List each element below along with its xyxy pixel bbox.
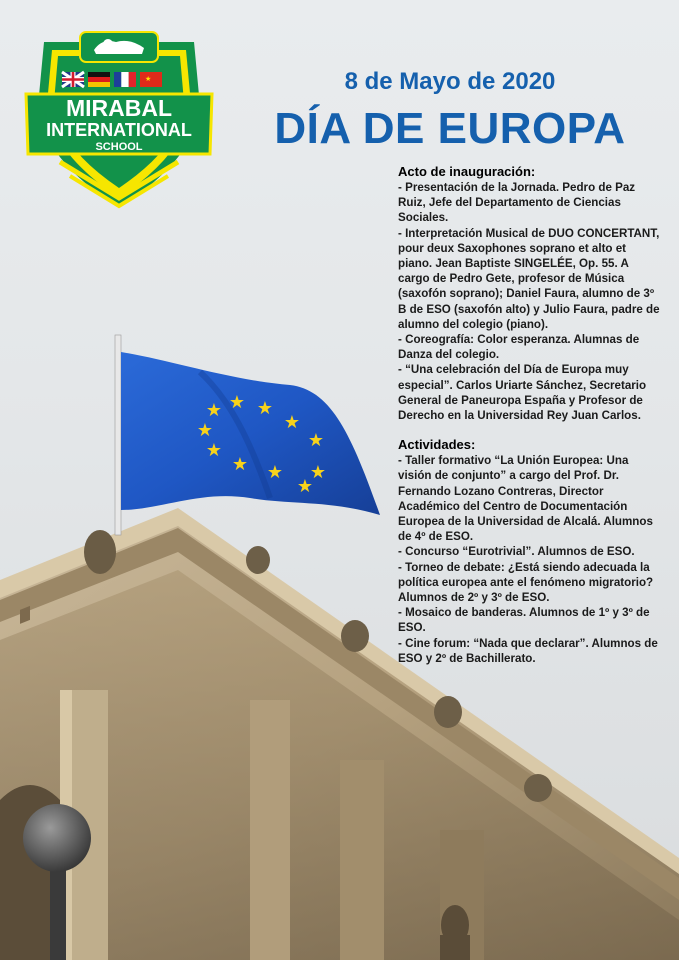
flag-pole bbox=[115, 335, 121, 535]
program-text bbox=[398, 164, 660, 666]
china-flag-icon bbox=[140, 72, 162, 87]
svg-text:★: ★ bbox=[231, 454, 249, 475]
logo-line3: SCHOOL bbox=[95, 141, 143, 153]
svg-text:★: ★ bbox=[296, 476, 314, 497]
eu-flag bbox=[121, 352, 380, 515]
inauguration-heading: Acto de inauguración: bbox=[398, 164, 536, 179]
inauguration-item: - Interpretación Musical de DUO CONCERTANT, pour deux Saxophones soprano et alto et piano. Jean Baptiste SINGELÉE, Op. 55. A cargo de Pedro Gete, profesor de Música (saxofón soprano); Daniel Faura, alumno de 3º B de ESO (saxofón alto) y Julio Faura, padre de alumno del colegio (piano). bbox=[398, 226, 660, 331]
page-title: DÍA DE EUROPA bbox=[274, 104, 626, 153]
activity-item: - Torneo de debate: ¿Está siendo adecuada la política europea ante el fenómeno migratorio? Alumnos de 2º y 3º de ESO. bbox=[398, 560, 654, 605]
svg-text:★: ★ bbox=[228, 392, 246, 413]
school-logo bbox=[24, 28, 214, 214]
svg-text:★: ★ bbox=[307, 430, 325, 451]
logo-line2: INTERNATIONAL bbox=[46, 120, 192, 140]
activity-item: - Taller formativo “La Unión Europea: Una visión de conjunto” a cargo del Prof. Dr. Fernando Lozano Contreras, Director Académico del Centro de Documentación Europea de la Universidad de Alcalá. Alumnos de 4º de ESO. bbox=[398, 454, 653, 544]
activity-item: - Mosaico de banderas. Alumnos de 1º y 3º de ESO. bbox=[398, 606, 650, 635]
france-flag-icon bbox=[114, 72, 136, 87]
activities-heading: Actividades: bbox=[398, 437, 476, 453]
svg-text:★: ★ bbox=[196, 420, 214, 441]
svg-text:★: ★ bbox=[283, 412, 301, 433]
logo-line1: MIRABAL bbox=[65, 95, 173, 121]
svg-text:★: ★ bbox=[145, 75, 152, 83]
inauguration-item: - “Una celebración del Día de Europa muy especial”. Carlos Uriarte Sánchez, Secretario General de Paneuropa España y Profesor de Derecho en la Universidad Rey Juan Carlos. bbox=[398, 363, 647, 423]
germany-flag-icon bbox=[88, 72, 110, 87]
inauguration-item: - Presentación de la Jornada. Pedro de Paz Ruiz, Jefe del Departamento de Ciencias Sociales. bbox=[398, 181, 636, 225]
activity-item: - Cine forum: “Nada que declarar”. Alumnos de ESO y 2º de Bachillerato. bbox=[398, 636, 658, 665]
uk-flag-icon bbox=[62, 72, 84, 87]
svg-text:★: ★ bbox=[205, 440, 223, 461]
svg-text:★: ★ bbox=[309, 462, 327, 483]
event-date: 8 de Mayo de 2020 bbox=[344, 68, 556, 95]
svg-text:★: ★ bbox=[256, 398, 274, 419]
svg-text:★: ★ bbox=[205, 400, 223, 421]
svg-text:★: ★ bbox=[266, 462, 284, 483]
inauguration-item: - Coreografía: Color esperanza. Alumnas de Danza del colegio. bbox=[398, 333, 640, 362]
activity-item: - Concurso “Eurotrivial”. Alumnos de ESO. bbox=[398, 545, 635, 559]
